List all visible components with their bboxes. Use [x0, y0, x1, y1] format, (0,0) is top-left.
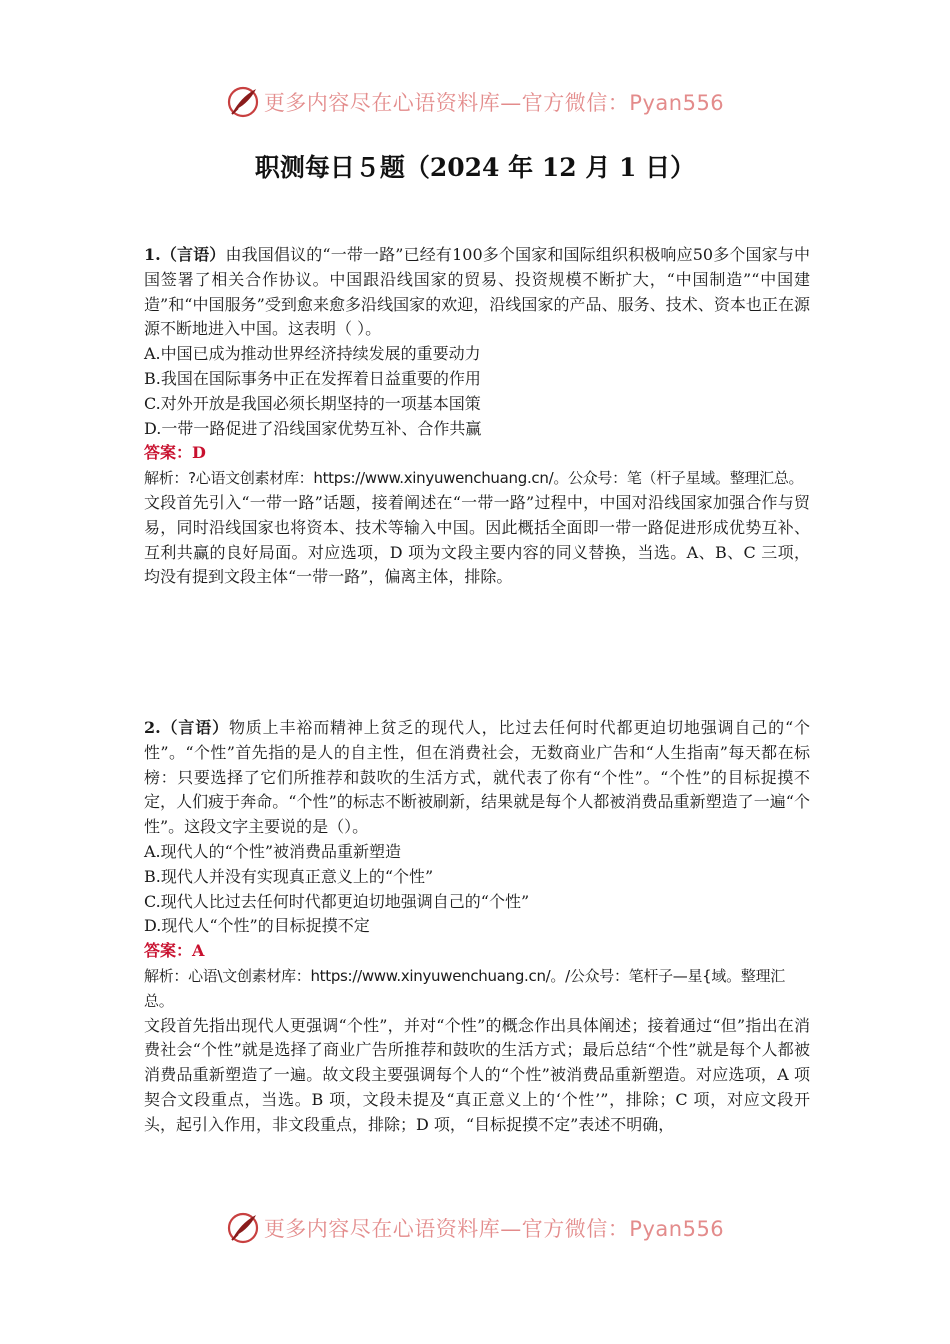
banner-text: 更多内容尽在心语资料库—官方微信：Pyan556 — [263, 91, 725, 115]
question-number: 2. — [144, 718, 161, 737]
question-text: 由我国倡议的“一带一路”已经有100多个国家和国际组织积极响应50多个国家与中国签署了相关合作协议。中国跟沿线国家的贸易、投资规模不断扩大，“中国制造”“中国建造”和“中国服务”受到愈来愈多沿线国家的欢迎，沿线国家的产品、服务、技术、资本也正在源源不断地进入中国。这表明（ ）。 — [144, 245, 810, 339]
footer-banner — [0, 1208, 950, 1248]
question-tag: （言语） — [160, 245, 226, 264]
answer-label: 答案：D — [144, 443, 206, 463]
header-banner — [0, 82, 950, 122]
question-2 — [144, 716, 810, 1138]
question-1 — [144, 243, 810, 590]
source-note: 解析：心语\文创素材库：https://www.xinyuwenchuang.cn/。/公众号：笔杆子—星{域。整理汇总。 — [144, 966, 785, 1010]
question-text: 物质上丰裕而精神上贫乏的现代人，比过去任何时代都更迫切地强调自己的“个性”。“个性”首先指的是人的自主性，但在消费社会，无数商业广告和“人生指南”每天都在标榜：只要选择了它们所推荐和鼓吹的生活方式，就代表了你有“个性”。“个性”的目标捉摸不定，人们疲于奔命。“个性”的标志不断被刷新，结果就是每个人都被消费品重新塑造了一遍“个性”。这段文字主要说的是（）。 — [144, 718, 810, 837]
quill-pen-in-circle-icon — [226, 85, 260, 119]
question-stem — [144, 716, 810, 840]
page-title: 职测每日５题（2024 年 12 月 1 日） — [254, 153, 696, 182]
answer-label: 答案：A — [144, 941, 205, 961]
option-d: D.一带一路促进了沿线国家优势互补、合作共赢 — [144, 418, 482, 438]
quill-pen-in-circle-icon — [226, 1211, 260, 1245]
question-number: 1. — [144, 245, 161, 264]
question-tag: （言语） — [160, 718, 229, 737]
source-note: 解析：?心语文创素材库：https://www.xinyuwenchuang.cn/。公众号：笔（杆子星域。整理汇总。 — [144, 469, 804, 488]
option-a: A.中国已成为推动世界经济持续发展的重要动力 — [144, 344, 481, 364]
banner-text: 更多内容尽在心语资料库—官方微信：Pyan556 — [263, 1217, 725, 1241]
option-a: A.现代人的“个性”被消费品重新塑造 — [144, 841, 402, 861]
option-b: B.我国在国际事务中正在发挥着日益重要的作用 — [144, 368, 481, 388]
explanation: 文段首先指出现代人更强调“个性”，并对“个性”的概念作出具体阐述；接着通过“但”指出在消费社会“个性”就是选择了商业广告所推荐和鼓吹的生活方式；最后总结“个性”就是每个人都被消费品重新塑造了一遍。故文段主要强调每个人的“个性”被消费品重新塑造。对应选项，A 项契合文段重点，当选。B 项，文段未提及“真正意义上的‘个性’”，排除；C 项，对应文段开头，起引入作用，非文段重点，排除；D 项，“目标捉摸不定”表述不明确， — [144, 1015, 810, 1134]
question-stem — [144, 243, 810, 342]
option-d: D.现代人“个性”的目标捉摸不定 — [144, 916, 370, 936]
explanation: 文段首先引入“一带一路”话题，接着阐述在“一带一路”过程中，中国对沿线国家加强合作与贸易，同时沿线国家也将资本、技术等输入中国。因此概括全面即一带一路促进形成优势互补、互利共赢的良好局面。对应选项，D 项为文段主要内容的同义替换，当选。A、B、C 三项，均没有提到文段主体“一带一路”，偏离主体，排除。 — [144, 492, 810, 587]
option-c: C.对外开放是我国必须长期坚持的一项基本国策 — [144, 393, 481, 413]
option-b: B.现代人并没有实现真正意义上的“个性” — [144, 866, 434, 886]
option-c: C.现代人比过去任何时代都更迫切地强调自己的“个性” — [144, 891, 530, 911]
